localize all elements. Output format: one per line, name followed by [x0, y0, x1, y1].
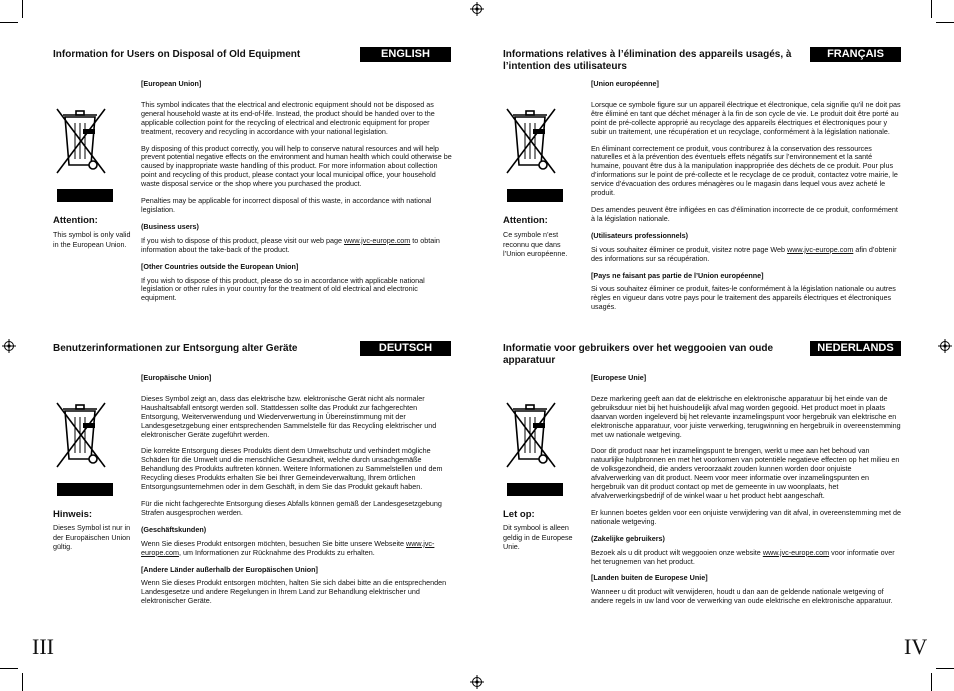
business-heading: (Zakelijke gebruikers): [591, 533, 665, 543]
section-body: [141, 80, 453, 311]
crop-mark: [931, 0, 932, 18]
black-bar: [57, 189, 113, 202]
eu-paragraph: Lorsque ce symbole figure sur un appareil électrique et électronique, cela signifie qu’il ne doit pas être éliminé en tant que déchet ménager à la fin de son cycle de vie. Le produit doit être porté au point de pré-collecte approprié au recyclage des appareils électriques et électroniques pour y subir un traitement, une récupération et un recyclage, conformément à la législation nationale.: [591, 99, 901, 136]
crop-mark: [0, 668, 18, 669]
crossed-out-wheelie-bin-icon: [503, 397, 559, 471]
business-heading: (Utilisateurs professionnels): [591, 230, 689, 240]
eu-paragraph: Des amendes peuvent être infligées en cas d’élimination incorrecte de ce produit, conformément à la législation nationale.: [591, 204, 898, 223]
business-text: Wenn Sie dieses Produkt entsorgen möchten, besuchen Sie bitte unsere Webseite: [141, 538, 407, 548]
crossed-out-wheelie-bin-icon: [53, 397, 109, 471]
eu-paragraph: Door dit product naar het inzamelingspunt te brengen, werkt u mee aan het behoud van natuurlijke hulpbronnen en met het voorkomen van potentiële negatieve effecten op het milieu en de volksgezondheid, die anders veroorzaakt zouden kunnen worden door onjuiste afvalverwerking van dit product. Neem voor meer informatie over inzamelingspunten en hergebruik van dit product contact op met de gemeente in uw woonplaats, het afvalverwerkingsbedrijf of de winkel waar u het product hebt aangeschaft.: [591, 446, 900, 500]
business-paragraph: [591, 246, 903, 264]
black-bar: [507, 189, 563, 202]
website-link[interactable]: www.jvc-europe.com: [787, 244, 854, 254]
crop-mark: [931, 673, 932, 691]
attention-label: Attention:: [503, 215, 548, 226]
eu-paragraph: En éliminant correctement ce produit, vous contriburez à la conservation des ressources naturelles et à la prévention des éventuels effets négatifs sur l’environnement et la santé humaine, pouvant être dus à la manipulation inappropriée des déchets de ce produit. Pour plus d’informations sur le point de pré-collecte et le recyclage de ce produit, contactez votre mairie, le service d’évacuation des ordures ménagères ou le magasin dans lequel vous avez acheté le produit.: [591, 143, 898, 198]
business-text: Si vous souhaitez éliminer ce produit, visitez notre page Web: [591, 244, 788, 254]
business-heading: (Business users): [141, 221, 199, 231]
other-paragraph: Wenn Sie dieses Produkt entsorgen möchten, halten Sie sich dabei bitte an die entsprechenden Landesgesetze und andere Regelungen in Ihrem Land zur Behandlung elektrischer und elektronischer Geräte.: [141, 578, 447, 606]
crop-mark: [22, 673, 23, 691]
eu-paragraph: This symbol indicates that the electrical and electronic equipment should not be disposed as general household waste at its end-of-life. Instead, the product should be handed over to the applicable collection point for the recycling of electrical and electronic equipment for proper treatment, recovery and recycling in accordance with your national legislation.: [141, 99, 435, 136]
attention-text: Dit symbool is alleen geldig in de Europese Unie.: [503, 523, 573, 552]
section-english: [53, 47, 473, 337]
business-text: , um Informationen zur Rücknahme des Produkts zu erhalten.: [178, 547, 375, 557]
eu-heading: [Union européenne]: [591, 79, 659, 88]
crop-mark: [0, 22, 18, 23]
section-german: [53, 341, 473, 631]
other-paragraph: Si vous souhaitez éliminer ce produit, faites-le conformément à la législation nationale ou autres règles en vigueur dans votre pays pour le traitement des appareils électriques et électroniques usagés.: [591, 284, 896, 312]
section-body: [141, 374, 453, 614]
registration-mark-icon: [2, 339, 16, 353]
other-heading: [Andere Länder außerhalb der Europäischen Union]: [141, 564, 318, 574]
attention-label: Hinweis:: [53, 509, 93, 520]
section-title: Information for Users on Disposal of Old Equipment: [53, 49, 301, 60]
eu-heading: [Europese Unie]: [591, 373, 647, 382]
business-text: Bezoek als u dit product wilt weggooien onze website: [591, 547, 763, 557]
black-bar: [507, 483, 563, 496]
eu-paragraph: Für die nicht fachgerechte Entsorgung dieses Abfalls können gemäß der Landesgesetzgebung Strafen ausgesprochen werden.: [141, 498, 442, 517]
page-number-left: III: [32, 634, 54, 659]
business-paragraph: [141, 540, 453, 558]
business-text: voor informatie over het terugnemen van het product.: [591, 547, 895, 566]
eu-paragraph: Deze markering geeft aan dat de elektrische en elektronische apparatuur bij het einde van de gebruiksduur niet bij het huishoudelijk afval mag worden gegooid. Het product moet in plaats daarvan worden ingeleverd bij het relevante inzamelingspunt voor hergebruik van elektrische en elektronische apparatuur, voor juiste verwerking, terugwinning en hergebruik in overeenstemming met uw nationale wetgeving.: [591, 393, 901, 439]
other-paragraph: If you wish to dispose of this product, please do so in accordance with applicable national legislation or other rules in your country for the treatment of old electrical and electronic equipment.: [141, 275, 425, 303]
attention-text: Dieses Symbol ist nur in der Europäischen Union gültig.: [53, 523, 131, 552]
business-paragraph: [141, 237, 453, 255]
eu-heading: [Europäische Union]: [141, 373, 212, 382]
eu-paragraph: Penalties may be applicable for incorrect disposal of this waste, in accordance with national legislation.: [141, 196, 432, 214]
language-label: DEUTSCH: [360, 341, 451, 356]
attention-label: Attention:: [53, 215, 98, 226]
crossed-out-wheelie-bin-icon: [503, 103, 559, 177]
attention-text: This symbol is only valid in the European Union.: [53, 230, 131, 249]
language-label: NEDERLANDS: [810, 341, 901, 356]
other-heading: [Pays ne faisant pas partie de l’Union européenne]: [591, 270, 764, 280]
attention-label: Let op:: [503, 509, 535, 520]
other-heading: [Landen buiten de Europese Unie]: [591, 573, 708, 583]
website-link[interactable]: www.jvc-europe.com: [762, 547, 830, 557]
eu-heading: [European Union]: [141, 79, 202, 88]
section-french: [503, 47, 923, 337]
section-body: [591, 80, 903, 320]
crossed-out-wheelie-bin-icon: [53, 103, 109, 177]
crop-mark: [22, 0, 23, 18]
section-title: Informations relatives à l’élimination des appareils usagés, à l’intention des utilisateurs: [503, 49, 792, 72]
business-text: to obtain information about the take-back of the product.: [141, 235, 440, 254]
eu-paragraph: Die korrekte Entsorgung dieses Produkts dient dem Umweltschutz und verhindert mögliche Schäden für die Umwelt und die menschliche Gesundheit, welche durch unsachgemäße Behandlung des Produkts auftreten können. Weitere Informationen zu Sammelstellen und dem Recycling dieses Produkts erhalten Sie bei Ihrer Gemeindeverwaltung, Ihrem örtlichen Entsorgungsunternehmen oder in dem Geschäft, in dem Sie das Produkt gekauft haben.: [141, 446, 443, 492]
page-number-right: IV: [904, 634, 928, 659]
section-body: [591, 374, 903, 614]
language-label: ENGLISH: [360, 47, 451, 62]
other-paragraph: Wanneer u dit product wilt verwijderen, houdt u dan aan de geldende nationale wetgeving of andere regels in uw land voor de verwerking van oude elektrische en elektronische apparatuur.: [591, 587, 893, 606]
crop-mark: [936, 22, 954, 23]
attention-text: Ce symbole n’est reconnu que dans l’Union européenne.: [503, 230, 568, 259]
other-heading: [Other Countries outside the European Union]: [141, 261, 299, 271]
business-text: afin d’obtenir des informations sur sa récupération.: [591, 244, 897, 263]
eu-paragraph: By disposing of this product correctly, you will help to conserve natural resources and will help prevent potential negative effects on the environment and human health which could otherwise be caused by inappropriate waste handling of this product. For more information about collection point and recycling of this product, please contact your local municipal office, your household waste disposal service or the shop where you purchased the product.: [141, 143, 452, 189]
business-paragraph: [591, 549, 903, 567]
crop-mark: [936, 668, 954, 669]
registration-mark-icon: [938, 339, 952, 353]
section-title: Informatie voor gebruikers over het weggooien van oude apparatuur: [503, 343, 774, 366]
section-title: Benutzerinformationen zur Entsorgung alter Geräte: [53, 343, 298, 354]
registration-mark-icon: [470, 2, 484, 16]
registration-mark-icon: [470, 675, 484, 689]
eu-paragraph: Dieses Symbol zeigt an, dass das elektrische bzw. elektronische Gerät nicht als normaler Haushaltsabfall entsorgt werden soll. Stattdessen sollte das Produkt zur fachgerechten Entsorgung, Weiterverwendung und Wiederverwertung in Übereinstimmung mit der Landesgesetzgebung einer entsprechenden Sammelstelle für das Recycling elektrischer und elektronischer Geräte zugeführt werden.: [141, 393, 437, 439]
business-text: If you wish to dispose of this product, please visit our web page: [141, 235, 344, 245]
website-link[interactable]: www.jvc-europe.com: [141, 538, 435, 557]
business-heading: (Geschäftskunden): [141, 524, 207, 534]
language-label: FRANÇAIS: [810, 47, 901, 62]
website-link[interactable]: www.jvc-europe.com: [343, 235, 411, 245]
black-bar: [57, 483, 113, 496]
section-dutch: [503, 341, 923, 631]
eu-paragraph: Er kunnen boetes gelden voor een onjuiste verwijdering van dit afval, in overeenstemming met de nationale wetgeving.: [591, 507, 902, 526]
